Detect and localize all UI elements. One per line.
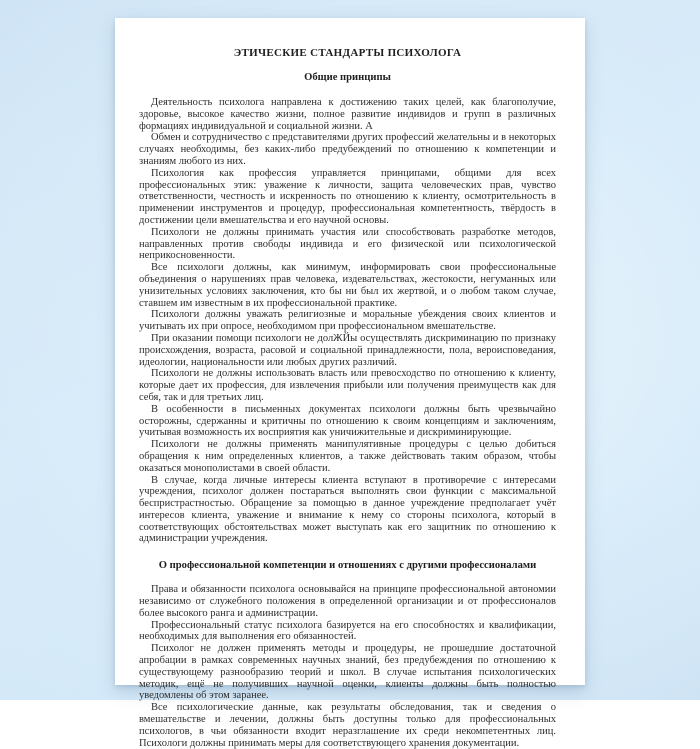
paragraph: Психология как профессия управляется принципами, общими для всех профессиональных этик: уважение к личности, защита человеческих прав, чувство ответственности, честность и искренность по отношению к клиенту, осмотрительность в применении инструментов и процедур, профессиональная компетентность, твёрдость в достижении цели вмешательства и его научной основы.: [139, 167, 556, 226]
section-general-principles: [139, 97, 556, 545]
paragraph: Психологи не должны принимать участия или способствовать разработке методов, направленных против свободы индивида и его физической или психологической неприкосновенности.: [139, 226, 556, 262]
paragraph: В особенности в письменных документах психологи должны быть чрезвычайно осторожны, сдержанны и критичны по отношению к своим концепциям и заключениям, учитывая возможность их восприятия как уничижительные и дискриминирующие.: [139, 403, 556, 439]
paragraph: Деятельность психолога направлена к достижению таких целей, как благополучие, здоровье, высокое качество жизни, полное развитие индивидов и групп в различных формациях индивидуальной и социальной жизни. А: [139, 97, 556, 132]
section-heading-general-principles: Общие принципы: [304, 72, 391, 83]
paragraph: Обмен и сотрудничество с представителями других профессий желательны и в некоторых случаях необходимы, без каких-либо предубеждений по отношению к компетенции и знаниям любого из них.: [139, 132, 556, 167]
document-title: ЭТИЧЕСКИЕ СТАНДАРТЫ ПСИХОЛОГА: [233, 47, 462, 59]
paragraph: Права и обязанности психолога основывайся на принципе профессиональной автономии независимо от служебного положения в определенной организации и от профессионалов более высокого ранга и администрации.: [139, 584, 556, 619]
section-professional-competence: [139, 584, 556, 749]
document-page: [115, 18, 585, 749]
paragraph: Психолог не должен применять методы и процедуры, не прошедшие достаточной апробации в рамках современных научных знаний, без предубеждения по отношению к существующему разнообразию теорий и школ. В случае испытания психологических методик, ещё не получивших научной оценки, клиенты должны быть полностью уведомлены об этом заранее.: [139, 643, 556, 702]
paragraph: Все психологические данные, как результаты обследования, так и сведения о вмешательстве и лечении, должны быть доступны только для профессиональных психологов, в чьи обязанности входит неразглашение их среди некомпетентных лиц. Психологи должны принимать меры для соответствующего хранения документации.: [139, 702, 556, 749]
paragraph: При оказании помощи психологи не долЖЙы осуществлять дискриминацию по признаку происхождения, возраста, расовой и социальной принадлежности, пола, вероисповедания, идеологии, национальности или любых других различий.: [139, 332, 556, 368]
section-heading-professional-competence: О профессиональной компетенции и отношениях с другими профессионалами: [158, 560, 537, 572]
paragraph: Психологи должны уважать религиозные и моральные убеждения своих клиентов и учитывать их при опросе, необходимом при профессиональном вмешательстве.: [139, 309, 556, 333]
paragraph: Все психологи должны, как минимум, информировать свои профессиональные объединения о нарушениях прав человека, издевательствах, жестокости, негуманных или унизительных условиях заключения, кто бы ни был их жертвой, и о любом таком случае, ставшем им известным в их профессиональной практике.: [139, 262, 556, 309]
paragraph: Профессиональный статус психолога базируется на его способностях и квалификации, необходимых для выполнения его обязанностей.: [139, 619, 556, 643]
paragraph: Психологи не должны применять манипулятивные процедуры с целью добиться обращения к ним определенных клиентов, а также действовать таким образом, чтобы оказаться монополистами в своей области.: [139, 439, 556, 474]
paragraph: Психологи не должны использовать власть или превосходство по отношению к клиенту, которые дает их профессия, для извлечения прибыли или получения преимуществ как для себя, так и для третьих лиц.: [139, 368, 556, 403]
paragraph: В случае, когда личные интересы клиента вступают в противоречие с интересами учреждения, психолог должен постараться выполнять свои функции с максимальной беспристрастностью. Обращение за помощью в данное учреждение предполагает учёт интересов клиента, уважение и внимание к нему со стороны психолога, который в соответствующих обстоятельствах может выступать как его защитник по отношению к администрации учреждения.: [139, 474, 556, 545]
